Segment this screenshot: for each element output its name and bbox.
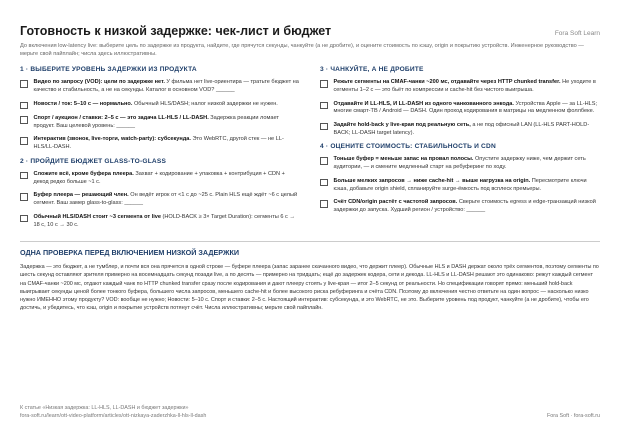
checklist-item-text [34, 214, 301, 229]
section-4-list [320, 156, 600, 214]
checklist-item-lead: Буфер плеера — решающий член. [33, 192, 129, 199]
checklist-item-detail: Задержка реакции ломает продукт. Ваш целевой уровень: ______ [33, 115, 279, 129]
checklist-columns [20, 64, 600, 235]
checkbox[interactable] [320, 80, 328, 88]
checklist-item-lead: Обычный HLS/DASH стоит ~3 сегмента от live [33, 213, 161, 220]
checkbox[interactable] [20, 137, 28, 145]
checklist-item-detail: Пересмотрите ключи кэша, добавьте origin shield, спланируйте surge-ёмкость под всплеск премьеры. [333, 177, 587, 192]
footer-article-title: К статье «Низкая задержка: LL-HLS, LL-DASH и бюджет задержки» [20, 405, 189, 411]
checkbox[interactable] [320, 157, 328, 165]
final-check-heading: ОДНА ПРОВЕРКА ПЕРЕД ВКЛЮЧЕНИЕМ НИЗКОЙ ЗАДЕРЖКИ [20, 248, 240, 258]
checklist-item-text [34, 136, 301, 151]
final-check-body: Задержка — это бюджет, а не тумблер, и почти вся она прячется в одной строке — буфере плеера (запас заранее скачанного видео, что держит плеер). Обычные HLS и DASH держат около трёх сегментов, поэтому сегменты по шесть секунд оставляют зрителя примерно на восемнадцать секунд позади live, а по десять — примерно на тридцать; ещё до задержек кодера, сети и декода. LL-HLS и LL-DASH решают это одинаково: режут каждый сегмент на CMAF-чанки ~200 мс, отдают каждый чанк по HTTP chunked transfer сразу после кодирования и дают плееру стоять у live-края — итог 2–5 секунд от реальности. Но спецификации говорят прямо: меньший hold-back выигрывает секунды ценой более тонкого буфера, большего числа запросов, меньшего cache-hit и более высокого риска ребуферинга и счёта CDN. Поэтому до включения честно ответьте на один вопрос — насколько низко нужно ИМЕННО этому продукту? VOD: вообще не нужно; Новости: 5–10 с. Спорт и ставки: 2–5 с. Настоящий интерактив: субсекунда, и это WebRTC, не это. Выберите уровень под продукт, чанкуйте (а не дробите), чтобы его достичь, и убедитесь, что кэш, origin и покрытие устройств потянут счёт. Числа иллюстративны; мерьте свой пайплайн. [20, 264, 599, 312]
right-column [320, 64, 600, 235]
checkbox[interactable] [20, 193, 28, 201]
checklist-item-lead: Отдавайте И LL-HLS, И LL-DASH из одного чанкованного энкода. [333, 100, 514, 107]
section-2-heading: 2 · ПРОЙДИТЕ БЮДЖЕТ GLASS-TO-GLASS [20, 157, 167, 165]
checklist-item [20, 101, 300, 110]
checklist-item-text [34, 101, 278, 109]
checklist-item-text [34, 192, 301, 207]
checkbox[interactable] [320, 200, 328, 208]
checklist-item [320, 178, 600, 193]
checklist-item-text [334, 199, 601, 214]
footer-brand: Fora Soft · fora-soft.ru [546, 413, 600, 419]
checkbox[interactable] [320, 179, 328, 187]
checklist-item-text [334, 101, 601, 116]
checkbox[interactable] [20, 215, 28, 223]
checklist-page [20, 24, 600, 312]
footer-source [20, 404, 206, 420]
checkbox[interactable] [20, 80, 28, 88]
section-1-list [20, 79, 300, 152]
checklist-item-lead: Задайте hold-back у live-края под реальную сеть, [333, 121, 471, 128]
section-4-heading: 4 · ОЦЕНИТЕ СТОИМОСТЬ: СТАБИЛЬНОСТЬ И CDN [320, 143, 496, 151]
checklist-item-lead: Режьте сегменты на CMAF-чанки ~200 мс, отдавайте через HTTP chunked transfer. [333, 79, 561, 86]
checklist-item-lead: Спорт / аукцион / ставки: 2–5 с — это задача LL-HLS / LL-DASH. [33, 115, 209, 122]
checklist-item [320, 156, 600, 171]
page-header [20, 24, 600, 38]
checklist-item-text [334, 178, 601, 193]
checklist-item [20, 171, 300, 186]
checklist-item-detail: Это WebRTC, другой стек — не LL-HLS/LL-DASH. [33, 136, 284, 151]
checklist-item [320, 101, 600, 116]
checklist-item [20, 192, 300, 207]
checklist-item-text [334, 122, 601, 137]
checklist-item-lead: Видео по запросу (VOD): цели по задержке нет. [33, 79, 165, 86]
checklist-item-text [34, 171, 301, 186]
checklist-item-detail: Не уходите в сегменты 1–2 с — это бьёт по компрессии и cache-hit без чистого выигрыша. [333, 79, 596, 93]
checklist-item-text [34, 115, 301, 130]
footer-article-link[interactable]: fora-soft.ru/learn/ott-video-platform/articles/ott-nizkaya-zaderzhka-ll-hls-ll-dash [20, 413, 207, 420]
section-3-heading: 3 · ЧАНКУЙТЕ, А НЕ ДРОБИТЕ [320, 66, 424, 74]
section-1-heading: 1 · ВЫБЕРИТЕ УРОВЕНЬ ЗАДЕРЖКИ ИЗ ПРОДУКТА [20, 66, 197, 74]
checklist-item [20, 214, 300, 229]
checklist-item-text [334, 79, 601, 94]
checklist-item [320, 199, 600, 214]
section-2-list [20, 171, 300, 229]
intro-text: До включения low-latency live: выберите цель по задержке из продукта, найдите, где прячутся секунды, чанкуйте (а не дробите), и оцените стоимость по кэшу, origin и покрытию устройств. Инженерное руководство — мерьте свой пайплайн; числа здесь иллюстративны. [20, 43, 584, 57]
checklist-item-lead: Больше мелких запросов → ниже cache-hit → выше нагрузка на origin. [333, 177, 531, 184]
checklist-item [20, 115, 300, 130]
checklist-item-detail: Сверьте стоимость egress и edge-транзакций низкой задержки до запуска. Худший регион / устройство: ______ [333, 199, 596, 213]
checklist-item [20, 79, 300, 94]
checklist-item-detail: (HOLD-BACK ≥ 3× Target Duration): сегменты 6 с → 18 с, 10 с → 30 с. [33, 213, 295, 228]
brand-label: Fora Soft Learn [554, 30, 600, 37]
section-3-list [320, 79, 600, 137]
checklist-item-lead: Счёт CDN/origin растёт с частотой запросов. [333, 199, 458, 206]
page-title: Готовность к низкой задержке: чек-лист и бюджет [20, 24, 332, 38]
checklist-item-lead: Тоньше буфер = меньше запас на провал полосы. [333, 156, 474, 163]
checklist-item-text [334, 156, 601, 171]
checklist-item-lead: Интерактив (звонок, live-торги, watch-party): субсекунда. [33, 136, 191, 143]
checklist-item-detail: У фильма нет live-ориентира — тратьте бюджет на качество и стабильность, а не на секунды. Каталог в основном VOD? ______ [33, 79, 299, 93]
checklist-item [320, 79, 600, 94]
checkbox[interactable] [20, 172, 28, 180]
checklist-item-detail: Он ведёт игрок от <1 с до ~25 с. Plain HLS ещё ждёт ~6 с целый сегмент. Ваш замер glass-to-glass: ______ [33, 192, 298, 207]
checklist-item [320, 122, 600, 137]
checklist-item-text [34, 79, 301, 94]
checklist-item-detail: Устройства Apple — за LL-HLS; многие смарт-ТВ / Android — DASH. Один проход кодирования в матрицы на медленном фоллбеке. [333, 100, 598, 115]
checklist-item-detail: Захват + кодирование + упаковка + контрибуция + CDN + декод редко больше ~1 с. [33, 170, 285, 185]
checklist-item-lead: Новости / ток: 5–10 с — нормально. [33, 100, 133, 107]
checklist-item [20, 136, 300, 151]
checklist-item-detail: а не под офисный LAN (LL-HLS PART-HOLD-BACK; LL-DASH target latency). [333, 121, 590, 136]
checklist-item-detail: Опустите задержку ниже, чем держит сеть аудитории, — и смените медленный старт на ребуферинг по ходу. [333, 156, 586, 171]
checkbox[interactable] [20, 116, 28, 124]
checkbox[interactable] [320, 123, 328, 131]
checkbox[interactable] [320, 102, 328, 110]
checkbox[interactable] [20, 102, 28, 110]
section-divider [20, 241, 600, 242]
left-column [20, 64, 300, 235]
checklist-item-lead: Сложите всё, кроме буфера плеера. [33, 170, 134, 177]
checklist-item-detail: Обычный HLS/DASH; налог низкой задержки не нужен. [132, 100, 278, 107]
